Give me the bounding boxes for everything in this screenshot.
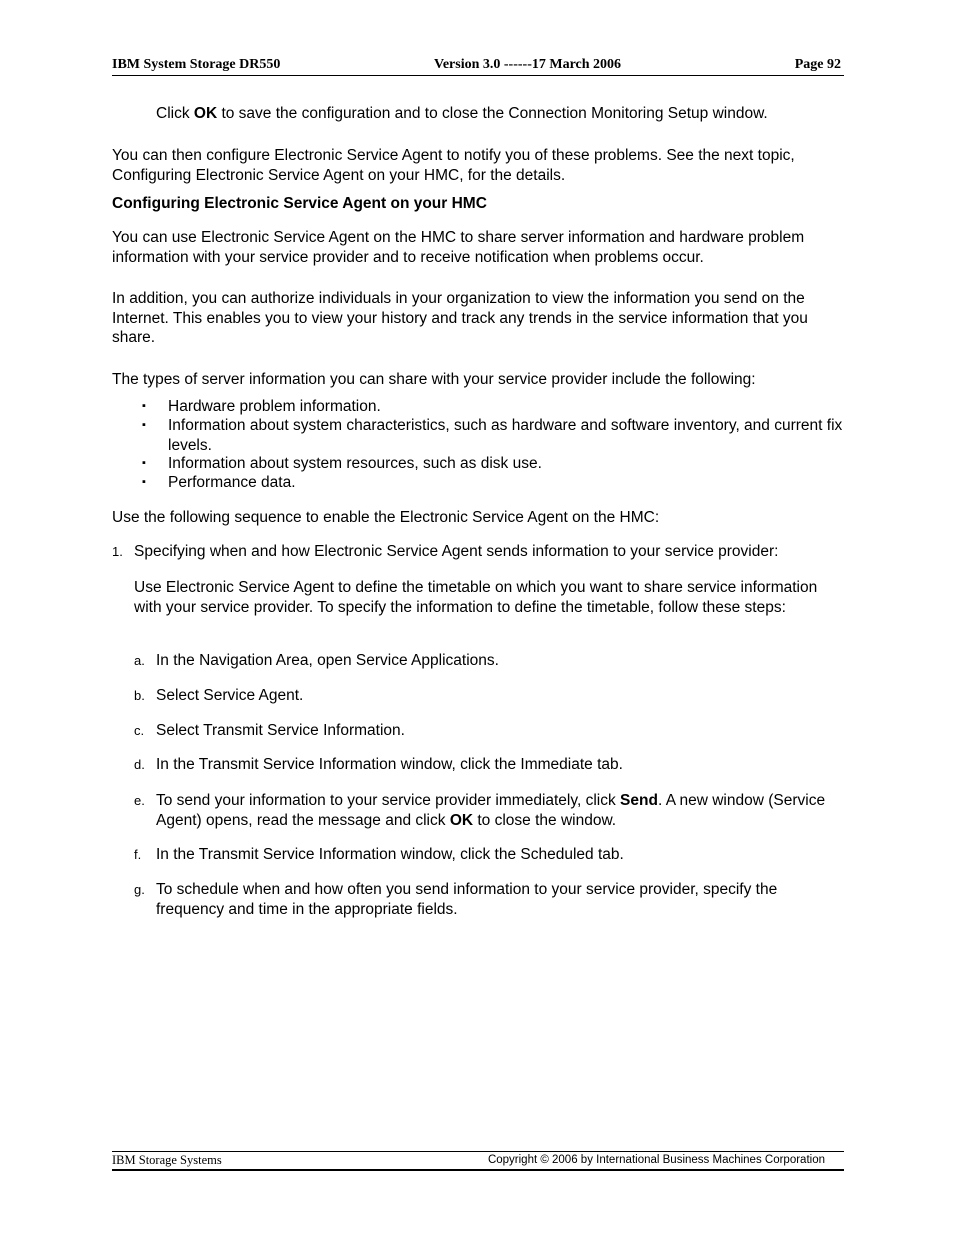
- bullet-text: Hardware problem information.: [168, 398, 381, 415]
- ok-bold-text: OK: [193, 105, 218, 122]
- substep-b-label: b.: [134, 688, 145, 703]
- footer-divider-top: [112, 1151, 844, 1152]
- substep-a-label: a.: [134, 653, 145, 668]
- bullet-square-icon: ▪: [142, 419, 146, 431]
- bullet-square-icon: ▪: [142, 476, 146, 488]
- use-agent-paragraph: You can use Electronic Service Agent on the HMC to share server information and hardware problem information with your service provider and to receive notification when problems occur.: [112, 229, 805, 266]
- ok-bold-text: OK: [449, 811, 474, 829]
- click-ok-text-post: to save the configuration and to close the Connection Monitoring Setup window.: [217, 105, 768, 122]
- footer-company: IBM Storage Systems: [112, 1153, 222, 1167]
- types-paragraph: The types of server information you can share with your service provider include the following:: [112, 371, 756, 388]
- substep-a-text: In the Navigation Area, open Service Applications.: [156, 652, 499, 669]
- sequence-paragraph: Use the following sequence to enable the Electronic Service Agent on the HMC:: [112, 509, 660, 526]
- footer-divider-bottom: [112, 1169, 844, 1171]
- bullet-square-icon: ▪: [142, 457, 146, 469]
- step-1-description: Use Electronic Service Agent to define the timetable on which you want to share service information with your service provider. To specify the information to define the timetable, follow these steps:: [134, 579, 818, 616]
- substep-e-text-post: to close the window.: [473, 811, 617, 829]
- substep-f-label: f.: [134, 847, 142, 862]
- configure-paragraph: You can then configure Electronic Service Agent to notify you of these problems. See the next topic, Configuring Electronic Service Agent on your HMC, for the details.: [112, 147, 795, 184]
- footer-copyright: Copyright © 2006 by International Business Machines Corporation: [487, 1154, 825, 1166]
- substep-b-text: Select Service Agent.: [156, 687, 304, 704]
- substep-c-text: Select Transmit Service Information.: [156, 722, 405, 739]
- send-bold-text: Send: [620, 792, 658, 809]
- step-1-text: Specifying when and how Electronic Service Agent sends information to your service provider:: [134, 543, 779, 560]
- substep-f-text: In the Transmit Service Information window, click the Scheduled tab.: [156, 846, 624, 863]
- header-divider: [112, 75, 844, 76]
- substep-g-text: To schedule when and how often you send information to your service provider, specify the frequency and time in the appropriate fields.: [156, 881, 778, 918]
- page-header: [112, 57, 843, 75]
- bullet-text: Information about system characteristics, such as hardware and software inventory, and current fix levels.: [168, 417, 843, 454]
- header-product-title: IBM System Storage DR550: [112, 57, 281, 72]
- header-version: Version 3.0 ------17 March 2006: [434, 57, 622, 72]
- substep-e-text: [156, 791, 844, 830]
- bullet-square-icon: ▪: [142, 400, 146, 412]
- bullet-text: Information about system resources, such as disk use.: [168, 455, 542, 472]
- substep-d-label: d.: [134, 757, 145, 772]
- substep-e-text-mid: . A new window (Service Agent) opens, read the message and click: [156, 792, 826, 829]
- bullet-text: Performance data.: [168, 474, 296, 491]
- section-heading: Configuring Electronic Service Agent on your HMC: [112, 195, 487, 212]
- substep-e-label: e.: [134, 793, 145, 808]
- click-ok-text-pre: Click: [156, 105, 194, 122]
- authorize-paragraph: In addition, you can authorize individuals in your organization to view the information you send on the Internet. This enables you to view your history and track any trends in the service information that you share.: [112, 290, 808, 346]
- click-ok-paragraph: [156, 104, 844, 124]
- substep-c-label: c.: [134, 723, 145, 738]
- header-page-number: Page 92: [794, 57, 841, 72]
- step-1-number: 1.: [112, 544, 123, 559]
- substep-g-label: g.: [134, 882, 145, 897]
- substep-d-text: In the Transmit Service Information window, click the Immediate tab.: [156, 756, 623, 773]
- substep-e-text-pre: To send your information to your service provider immediately, click: [156, 792, 621, 809]
